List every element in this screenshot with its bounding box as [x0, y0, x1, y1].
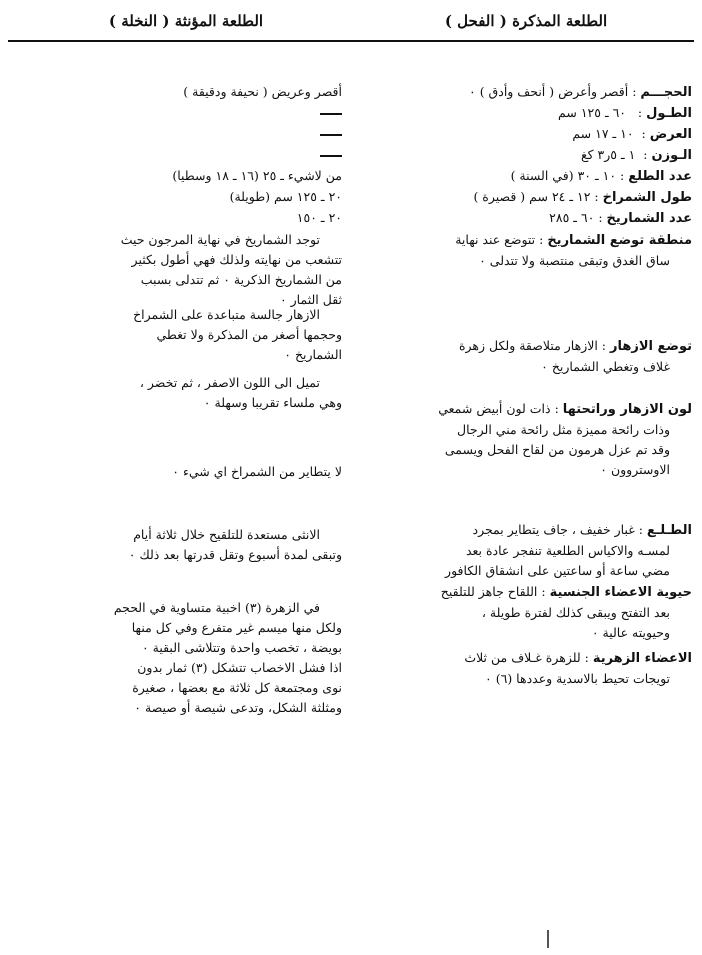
male-entry-text: : ذات لون أبيض شمعي: [438, 401, 563, 416]
male-entry-label: لون الازهار وراتحتها: [562, 402, 692, 417]
female-entry-line: من الشماريخ الذكرية ٠ ثم تتدلى بسبب: [140, 272, 342, 287]
male-entry-line: [358, 124, 692, 145]
female-entry-line: وهي ملساء تقريبا وسهلة ٠: [203, 395, 342, 410]
male-entry-continuation: مضي ساعة أو ساعتين على انشقاق الكافور: [445, 563, 670, 578]
female-column-heading: الطلعة المؤنثة ( النخلة ): [108, 12, 264, 30]
male-entry-text: : ١٢ ـ ٢٤ سم ( قصيرة ): [473, 189, 603, 204]
male-entry-line: [358, 230, 692, 251]
male-entry-line: [358, 208, 692, 229]
male-entry-continuation: وحيويته عالية ٠: [591, 625, 670, 640]
male-entry-line: [358, 336, 692, 357]
male-entry-continuation: تويجات تحيط بالاسدية وعددها (٦) ٠: [485, 671, 670, 686]
female-entry-line: ثقل الثمار ٠: [279, 292, 342, 307]
female-entry-line: ولكل منها ميسم غير متفرع وفي كل منها: [131, 620, 342, 635]
male-entry-line: [358, 582, 692, 603]
male-entry-line: [358, 103, 692, 124]
female-entry: [6, 462, 342, 482]
male-entry: [358, 336, 692, 377]
page-mark: [547, 930, 549, 948]
male-entry-continuation: وذات رائحة مميزة مثل رائحة مني الرجال: [457, 422, 670, 437]
male-entry-continuation: بعد التفتح ويبقى كذلك لفترة طويلة ،: [481, 605, 670, 620]
male-entry: [358, 582, 692, 643]
male-entry-label: الاعضاء الزهرية: [592, 651, 692, 666]
male-entry: [358, 187, 692, 208]
heading-rule: [8, 40, 694, 42]
male-entry-label: عدد الشماريخ: [606, 211, 692, 226]
male-entry-line: [358, 648, 692, 669]
male-entry-label: الـوزن: [651, 148, 692, 163]
female-entry-line: ٢٠ ـ ١٢٥ سم (طويلة): [229, 189, 342, 204]
male-entry-continuation: الاوستروون ٠: [600, 462, 670, 477]
male-entry-line: [358, 145, 692, 166]
male-entry-label: طول الشمراخ: [602, 190, 692, 205]
male-entry-label: الطـول: [646, 106, 692, 121]
female-entry-line: تتشعب من نهايته ولذلك فهي أطول بكثير: [131, 252, 342, 267]
male-entry-label: منطقة توضع الشماريخ: [547, 233, 692, 248]
male-entry-continuation: وقد تم عزل هرمون من لقاح الفحل ويسمى: [444, 442, 670, 457]
male-entry: [358, 208, 692, 229]
female-entry: [6, 103, 342, 123]
female-entry-line: وتبقى لمدة أسبوع وتقل قدرتها بعد ذلك ٠: [128, 547, 342, 562]
female-entry: [6, 124, 342, 144]
female-entry-line: الانثى مستعدة للتلقيح خلال ثلاثة أيام: [133, 527, 320, 542]
male-entry: [358, 520, 692, 581]
female-entry-line: ومثلثة الشكل، وتدعى شيصة أو صيصة ٠: [134, 700, 342, 715]
female-entry: [6, 145, 342, 165]
female-entry: [6, 598, 342, 718]
female-entry-line: الشماريخ ٠: [284, 347, 342, 362]
male-entry-text: : ١٠ ـ ٣٠ (في السنة ): [510, 168, 629, 183]
male-entry-text: : ١ ـ ٥ر٣ كغ: [580, 147, 652, 162]
female-entry: [6, 166, 342, 186]
female-entry-line: تميل الى اللون الاصفر ، ثم تخضر ،: [139, 375, 320, 390]
male-entry-text: : الازهار متلاصقة ولكل زهرة: [458, 338, 610, 353]
female-entry-line: نوى ومجتمعة كل ثلاثة مع بعضها ، صغيرة: [132, 680, 342, 695]
male-entry-line: [358, 399, 692, 420]
female-entry: [6, 305, 342, 365]
male-entry: [358, 82, 692, 103]
male-entry-label: حيوية الاعضاء الجنسية: [549, 585, 692, 600]
male-entry-text: : أقصر وأعرض ( أنحف وأدق ) ٠: [469, 84, 641, 99]
male-entry-text: : للزهرة غـلاف من ثلاث: [464, 650, 593, 665]
male-entry-label: عدد الطلع: [628, 169, 692, 184]
female-entry: [6, 187, 342, 207]
male-entry-text: : ٦٠ ـ ١٢٥ سم: [558, 105, 647, 120]
male-entry: [358, 166, 692, 187]
male-entry-continuation: ساق الغدق وتبقى منتصبة ولا تتدلى ٠: [479, 253, 670, 268]
female-entry-line: بويضة ، تخصب واحدة وتتلاشى البقية ٠: [141, 640, 342, 655]
female-entry-line: اذا فشل الاخصاب تتشكل (٣) ثمار بدون: [137, 660, 342, 675]
male-entry-text: : تتوضع عند نهاية: [455, 232, 548, 247]
female-entry: [6, 373, 342, 413]
male-entry-text: : ٦٠ ـ ٢٨٥: [549, 210, 607, 225]
male-entry-text: : غبار خفيف ، جاف يتطاير بمجرد: [472, 522, 647, 537]
female-entry-line: من لاشيء ـ ٢٥ (١٦ ـ ١٨ وسطيا): [172, 168, 342, 183]
empty-dash: [320, 134, 342, 136]
female-entry: [6, 82, 342, 102]
male-column-heading: الطلعة المذكرة ( الفحل ): [444, 12, 608, 30]
female-entry: [6, 230, 342, 310]
male-entry: [358, 124, 692, 145]
male-entry: [358, 648, 692, 689]
female-entry-line: توجد الشماريخ في نهاية المرجون حيث: [120, 232, 320, 247]
male-entry: [358, 145, 692, 166]
female-entry-line: ٢٠ ـ ١٥٠: [296, 210, 342, 225]
empty-dash: [320, 155, 342, 157]
female-entry-line: أقصر وعريض ( نحيفة ودقيقة ): [183, 84, 342, 99]
male-entry: [358, 399, 692, 480]
female-entry: [6, 525, 342, 565]
male-entry-label: الطـلـع: [646, 523, 692, 538]
male-entry-text: : ١٠ ـ ١٧ سم: [572, 126, 650, 141]
male-entry-label: الحجـــم: [640, 85, 692, 100]
female-entry-line: لا يتطاير من الشمراخ اي شيء ٠: [172, 464, 342, 479]
male-entry-label: العرض: [649, 127, 692, 142]
female-entry: [6, 208, 342, 228]
male-entry-label: توضع الازهار: [610, 339, 692, 354]
female-entry-line: في الزهرة (٣) اخبية متساوية في الحجم: [113, 600, 320, 615]
male-entry-text: : اللقاح جاهز للتلقيح: [440, 584, 550, 599]
male-entry-line: [358, 82, 692, 103]
female-entry-line: وحجمها أصغر من المذكرة ولا تغطي: [156, 327, 342, 342]
male-entry-continuation: لمسـه والاكياس الطلعية تنفجر عادة بعد: [465, 543, 670, 558]
male-entry-line: [358, 166, 692, 187]
empty-dash: [320, 113, 342, 115]
male-entry: [358, 230, 692, 271]
male-entry-line: [358, 187, 692, 208]
male-entry-continuation: غلاف وتغطي الشماريخ ٠: [541, 359, 670, 374]
female-entry-line: الازهار جالسة متباعدة على الشمراخ: [133, 307, 320, 322]
male-entry-line: [358, 520, 692, 541]
male-entry: [358, 103, 692, 124]
